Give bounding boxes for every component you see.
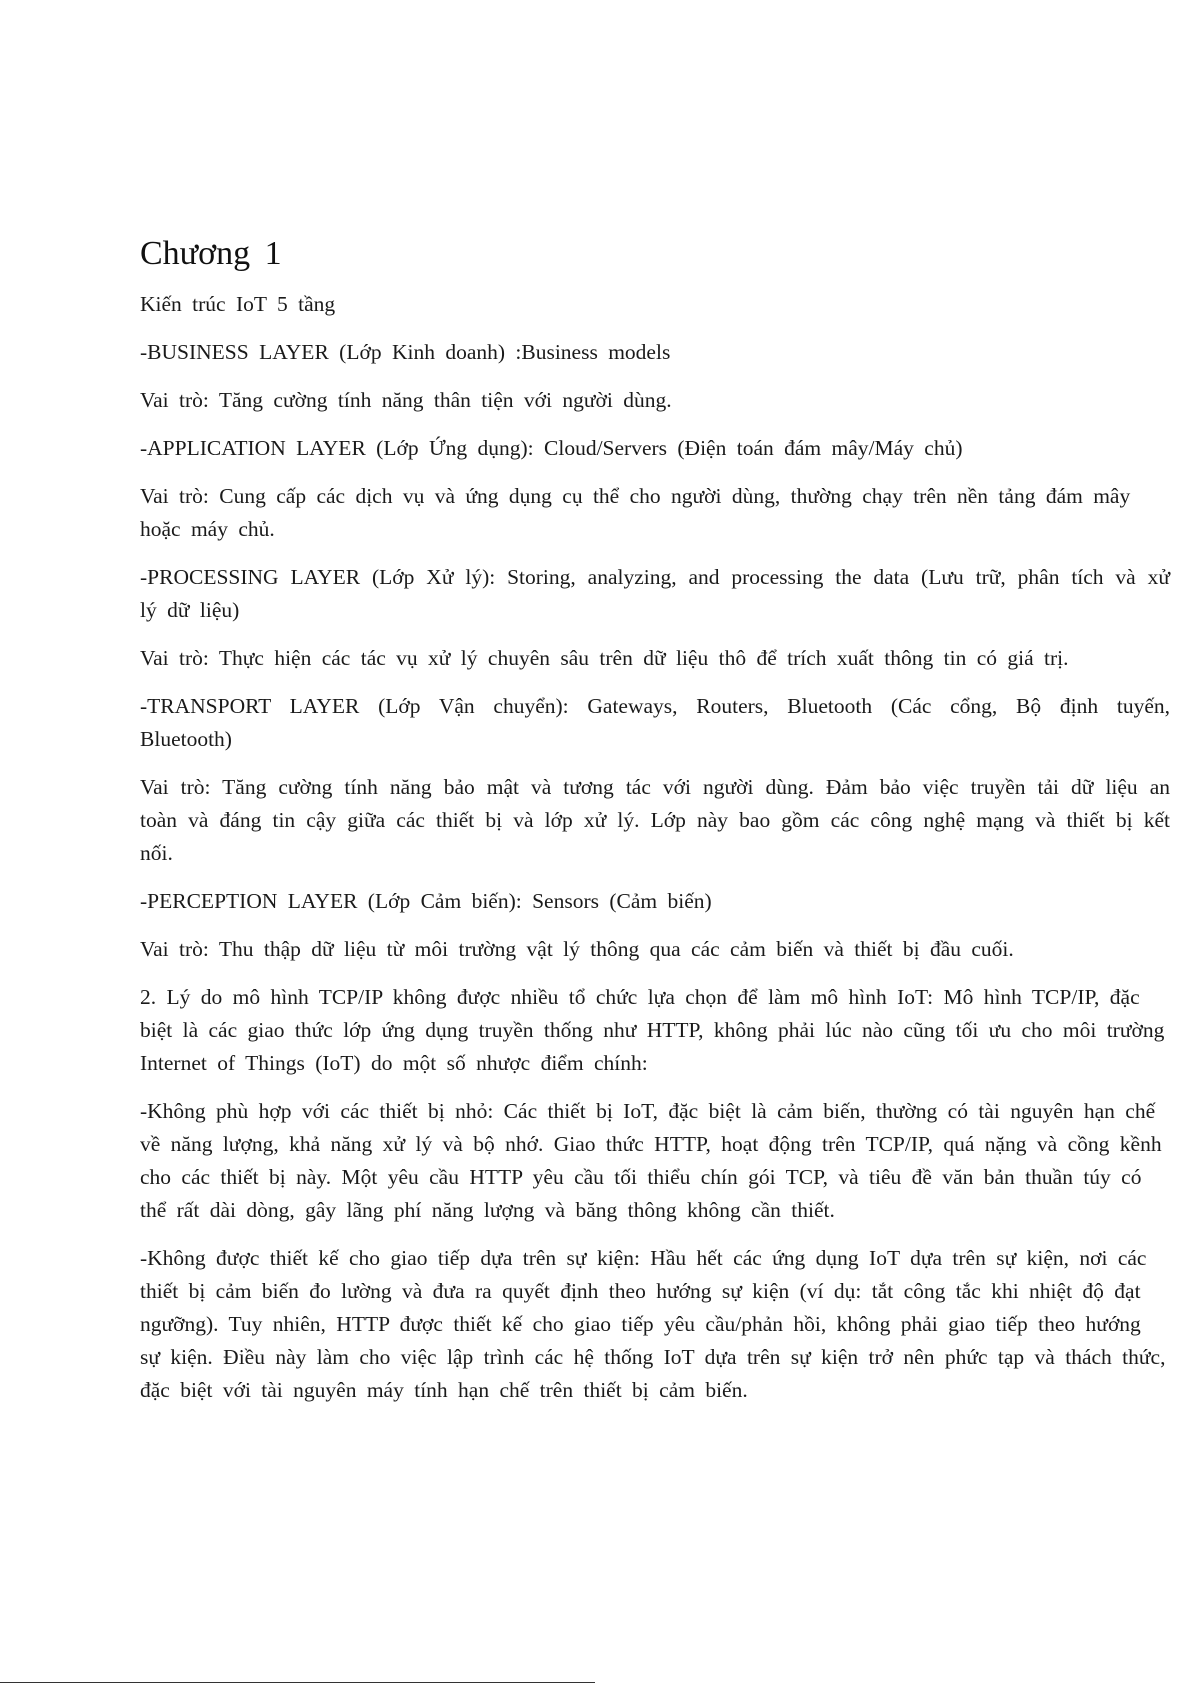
footer-divider: [0, 1682, 595, 1683]
perception-layer-heading: -PERCEPTION LAYER (Lớp Cảm biến): Sensors (Cảm biến): [140, 889, 712, 913]
processing-layer-heading: -PROCESSING LAYER (Lớp Xử lý): Storing, analyzing, and processing the data (Lưu trữ, phân tích và xử lý dữ liệu): [140, 565, 1170, 622]
processing-layer-role: Vai trò: Thực hiện các tác vụ xử lý chuyên sâu trên dữ liệu thô để trích xuất thông tin có giá trị.: [140, 646, 1069, 670]
business-layer-role: Vai trò: Tăng cường tính năng thân tiện với người dùng.: [140, 388, 672, 412]
perception-layer-role: Vai trò: Thu thập dữ liệu từ môi trường vật lý thông qua các cảm biến và thiết bị đầu cuối.: [140, 937, 1014, 961]
chapter-title: Chương 1: [140, 235, 282, 272]
document-body: [140, 232, 1170, 1422]
tcpip-reason-paragraph: 2. Lý do mô hình TCP/IP không được nhiều tổ chức lựa chọn để làm mô hình IoT: Mô hình TCP/IP, đặc biệt là các giao thức lớp ứng dụng truyền thống như HTTP, không phải lúc nào cũng tối ưu cho môi trường Internet of Things (IoT) do một số nhược điểm chính:: [140, 985, 1165, 1075]
small-devices-paragraph: -Không phù hợp với các thiết bị nhỏ: Các thiết bị IoT, đặc biệt là cảm biến, thường có tài nguyên hạn chế về năng lượng, khả năng xử lý và bộ nhớ. Giao thức HTTP, hoạt động trên TCP/IP, quá nặng và cồng kềnh cho các thiết bị này. Một yêu cầu HTTP yêu cầu tối thiểu chín gói TCP, và tiêu đề văn bản thuần túy có thể rất dài dòng, gây lãng phí năng lượng và băng thông không cần thiết.: [140, 1099, 1162, 1222]
application-layer-heading: -APPLICATION LAYER (Lớp Ứng dụng): Cloud/Servers (Điện toán đám mây/Máy chủ): [140, 436, 963, 460]
transport-layer-role: Vai trò: Tăng cường tính năng bảo mật và tương tác với người dùng. Đảm bảo việc truyền tải dữ liệu an toàn và đáng tin cậy giữa các thiết bị và lớp xử lý. Lớp này bao gồm các công nghệ mạng và thiết bị kết nối.: [140, 775, 1170, 865]
business-layer-heading: -BUSINESS LAYER (Lớp Kinh doanh) :Business models: [140, 340, 671, 364]
section-heading-iot-architecture: Kiến trúc IoT 5 tầng: [140, 292, 336, 316]
application-layer-role: Vai trò: Cung cấp các dịch vụ và ứng dụng cụ thể cho người dùng, thường chạy trên nền tảng đám mây hoặc máy chủ.: [140, 484, 1131, 541]
event-based-paragraph: -Không được thiết kế cho giao tiếp dựa trên sự kiện: Hầu hết các ứng dụng IoT dựa trên sự kiện, nơi các thiết bị cảm biến đo lường và đưa ra quyết định theo hướng sự kiện (ví dụ: tắt công tắc khi nhiệt độ đạt ngưỡng). Tuy nhiên, HTTP được thiết kế cho giao tiếp yêu cầu/phản hồi, không phải giao tiếp theo hướng sự kiện. Điều này làm cho việc lập trình các hệ thống IoT dựa trên sự kiện trở nên phức tạp và thách thức, đặc biệt với tài nguyên máy tính hạn chế trên thiết bị cảm biến.: [140, 1246, 1166, 1402]
transport-layer-heading: -TRANSPORT LAYER (Lớp Vận chuyển): Gateways, Routers, Bluetooth (Các cổng, Bộ định tuyến, Bluetooth): [140, 694, 1170, 751]
